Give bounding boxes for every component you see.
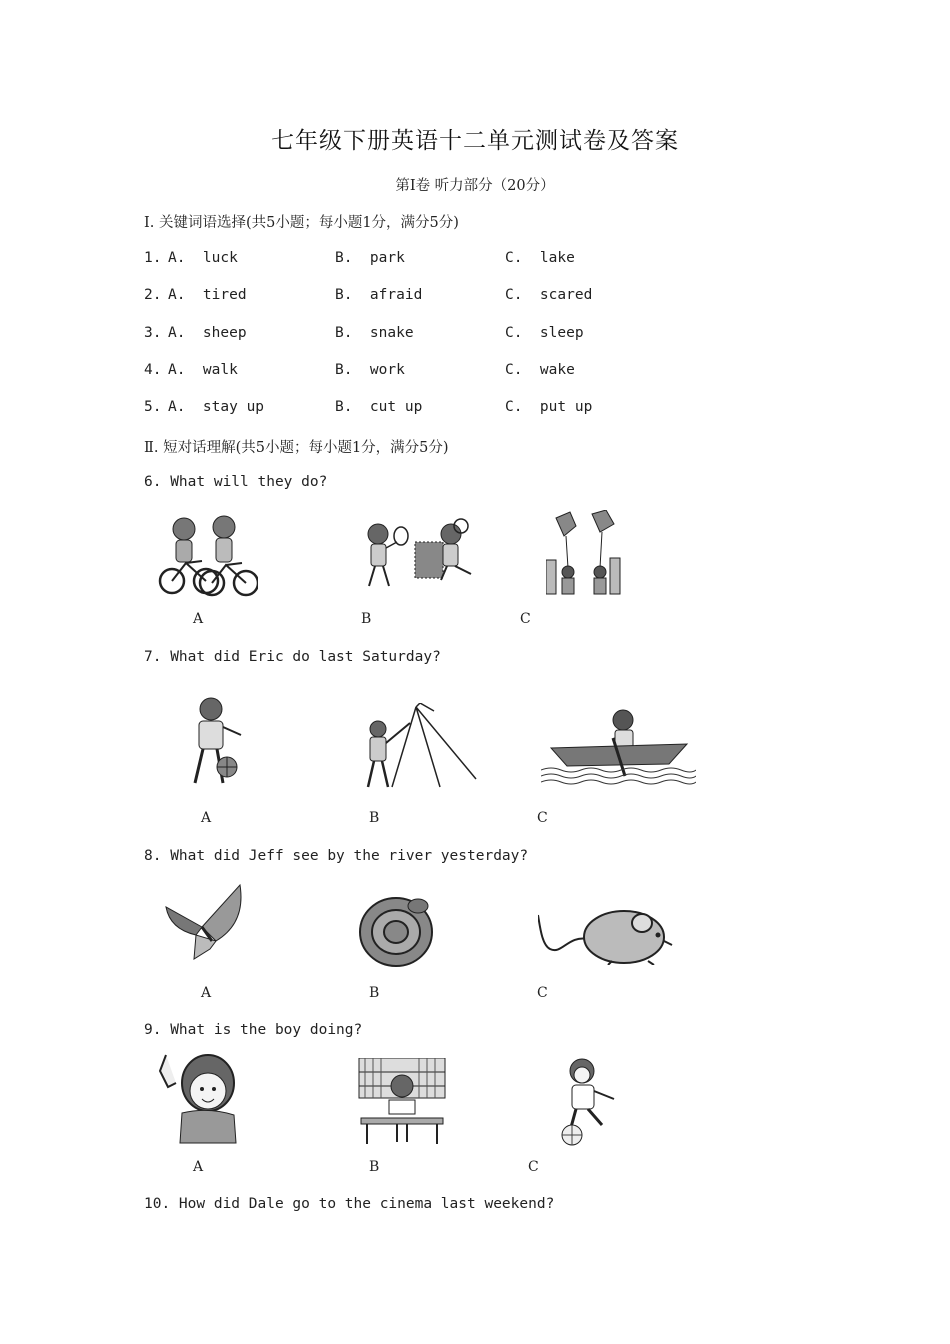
snake-picture xyxy=(356,890,438,970)
option-a-label: A xyxy=(193,1159,204,1175)
option-a: A. walk xyxy=(168,362,238,378)
item-number: 1. xyxy=(144,250,162,266)
option-a: A. luck xyxy=(168,250,238,266)
option-c: C. put up xyxy=(505,399,593,415)
page-title: 七年级下册英语十二单元测试卷及答案 xyxy=(271,128,679,154)
question-10: 10. How did Dale go to the cinema last weekend? xyxy=(144,1196,555,1212)
option-a-label: A xyxy=(201,985,212,1001)
option-c-label: C xyxy=(520,611,531,627)
page-subtitle: 第Ⅰ卷 听力部分（20分） xyxy=(395,178,555,194)
option-c: C. lake xyxy=(505,250,575,266)
basketball-picture xyxy=(187,695,249,787)
question-8: 8. What did Jeff see by the river yesterday? xyxy=(144,848,529,864)
option-b: B. snake xyxy=(335,325,414,341)
option-b-label: B xyxy=(361,611,372,627)
question-7: 7. What did Eric do last Saturday? xyxy=(144,649,441,665)
waving-boy-picture xyxy=(158,1053,238,1145)
section-2-heading: Ⅱ. 短对话理解(共5小题；每小题1分，满分5分) xyxy=(144,440,449,456)
option-b: B. afraid xyxy=(335,287,423,303)
option-b-label: B xyxy=(369,985,380,1001)
boating-picture xyxy=(541,708,696,786)
option-a: A. sheep xyxy=(168,325,247,341)
soccer-picture xyxy=(560,1055,620,1147)
option-c-label: C xyxy=(528,1159,539,1175)
cycling-picture xyxy=(158,513,258,598)
butterfly-picture xyxy=(164,883,246,965)
option-a: A. tired xyxy=(168,287,247,303)
option-c-label: C xyxy=(537,985,548,1001)
badminton-picture xyxy=(353,518,478,593)
question-6: 6. What will they do? xyxy=(144,474,328,490)
option-c: C. sleep xyxy=(505,325,584,341)
tent-picture xyxy=(360,703,480,793)
option-a-label: A xyxy=(193,611,204,627)
option-b-label: B xyxy=(369,1159,380,1175)
item-number: 4. xyxy=(144,362,162,378)
item-number: 2. xyxy=(144,287,162,303)
option-b-label: B xyxy=(369,810,380,826)
option-b: B. work xyxy=(335,362,405,378)
option-c: C. scared xyxy=(505,287,593,303)
option-c: C. wake xyxy=(505,362,575,378)
library-reading-picture xyxy=(357,1058,447,1144)
option-c-label: C xyxy=(537,810,548,826)
option-b: B. park xyxy=(335,250,405,266)
option-a: A. stay up xyxy=(168,399,265,415)
question-9: 9. What is the boy doing? xyxy=(144,1022,363,1038)
option-b: B. cut up xyxy=(335,399,423,415)
option-a-label: A xyxy=(201,810,212,826)
section-1-heading: Ⅰ. 关键词语选择(共5小题；每小题1分，满分5分) xyxy=(144,215,459,231)
item-number: 5. xyxy=(144,399,162,415)
item-number: 3. xyxy=(144,325,162,341)
mouse-picture xyxy=(538,905,676,965)
kite-flying-picture xyxy=(546,510,621,595)
